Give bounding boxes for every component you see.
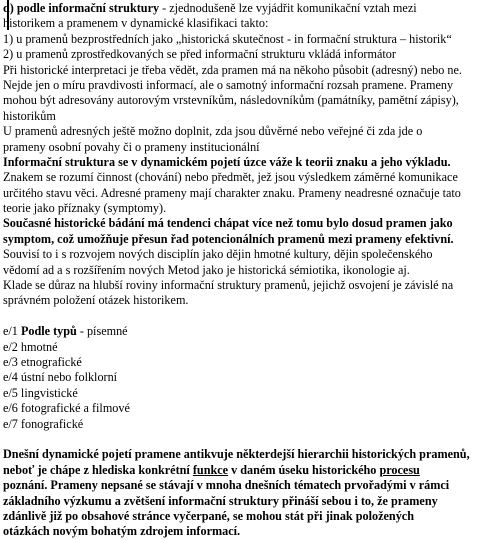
types-list-item: e/4 ústní nebo folklorní (3, 370, 118, 385)
p1-line: 1) u pramenů bezprostředních jako „historická skutečnost - in formační struktura – historik“ (3, 31, 452, 46)
p4-line: základního výzkumu a zvětšení informační struktury přináší sebou i to, že prameny (3, 493, 438, 508)
p3-line: vědomí ad a s rozšířením nových Metod jako je historická sémiotika, ikonologie aj. (3, 262, 410, 277)
p1-line-heading (3, 1, 485, 16)
p2-line: určitého stavu věci. Adresné prameny mají charakter znaku. Prameny neadresné označuje tato (3, 185, 461, 200)
p3-line: Klade se důraz na hlubší roviny informační struktury pramenů, jejichž osvojení je závislé na (3, 278, 454, 293)
p1-line: mohou být adresovány autorovým vrstevníkům, následovníkům (památníky, pamětní zápisy), (3, 93, 459, 108)
p1-line: 2) u pramenů zprostředkovaných se před informační strukturu vkládá informátor (3, 47, 396, 62)
p1-heading-bold: d) podle informační struktury (3, 1, 160, 15)
p3-line: Souvisí to i s rozvojem nových disciplín jako dějin hmotné kultury, dějin společenského (3, 247, 433, 262)
p4-line: Dnešní dynamické pojetí pramene antikvuje některdejší hierarchii historických pramenů, (3, 447, 470, 462)
types-list-item: e/6 fotografické a filmové (3, 401, 130, 416)
p4-l2-b: v daném úseku historického (228, 462, 380, 477)
blank-line (3, 309, 485, 324)
types-list-item: e/2 hmotné (3, 339, 58, 354)
p4-line: poznání. Prameny nepsané se stávají v mnoha dnešních tématech prvořadými v rámci (3, 478, 450, 493)
p1-line: prameny osobní povahy či o prameny institucionální (3, 139, 260, 154)
p4-underline-funkce: funkce (192, 462, 229, 477)
p3-bold-line: Současné historické bádání má tendenci chápat více než tomu bylo dosud pramen jako (3, 216, 453, 231)
p2-line: teorie jako příznaky (symptomy). (3, 201, 167, 216)
types-first-prefix: e/1 (3, 324, 21, 339)
types-first-bold: Podle typů (20, 324, 77, 339)
p1-line: historikům (3, 108, 56, 123)
types-list-item: e/7 fonografické (3, 416, 84, 431)
p2-line: Znakem se rozumí činnost (chování) nebo předmět, jež jsou výsledkem záměrné komunikace (3, 170, 458, 185)
p4-l2-a: neboť je chápe z hlediska konkrétní (3, 462, 193, 477)
p1-line: Nejde jen o míru pravdivosti informací, ale o samotný informační rozsah pramene. Prameny (3, 77, 454, 92)
p4-line: zdánlivě již po obsahové stránce vyčerpané, se mohou stát při jinak položených (3, 508, 414, 523)
p3-line: správném položení otázek historikem. (3, 293, 189, 308)
p1-line: U pramenů adresných ještě možno doplnit, zda jsou důvěrné nebo veřejné či zda jde o (3, 124, 423, 139)
p1-line: historikem a pramenem v dynamické klasifikaci takto: (3, 16, 269, 31)
p2-bold-line: Informační struktura se v dynamickém pojetí úzce váže k teorii znaku a jeho výkladu. (3, 154, 451, 169)
blank-line (3, 432, 485, 447)
types-list-item (3, 324, 485, 339)
p4-line: otázkách novým bohatým zdrojem informací. (3, 524, 241, 539)
p4-underline-procesu: procesu (379, 462, 420, 477)
p1-line: Při historické interpretaci je třeba vědět, zda pramen má na někoho působit (adresný) nebo ne. (3, 62, 462, 77)
types-list-item: e/5 lingvistické (3, 385, 78, 400)
p3-bold-line: symptom, což umožňuje přesun řad potencionálních pramenů mezi prameny efektivní. (3, 231, 454, 246)
types-first-rest: - písemné (76, 324, 128, 339)
p1-heading-rest: - zjednodušeně lze vyjádřit komunikační vztah mezi (159, 1, 417, 15)
types-list-item: e/3 etnografické (3, 354, 82, 369)
p4-line (3, 463, 485, 478)
